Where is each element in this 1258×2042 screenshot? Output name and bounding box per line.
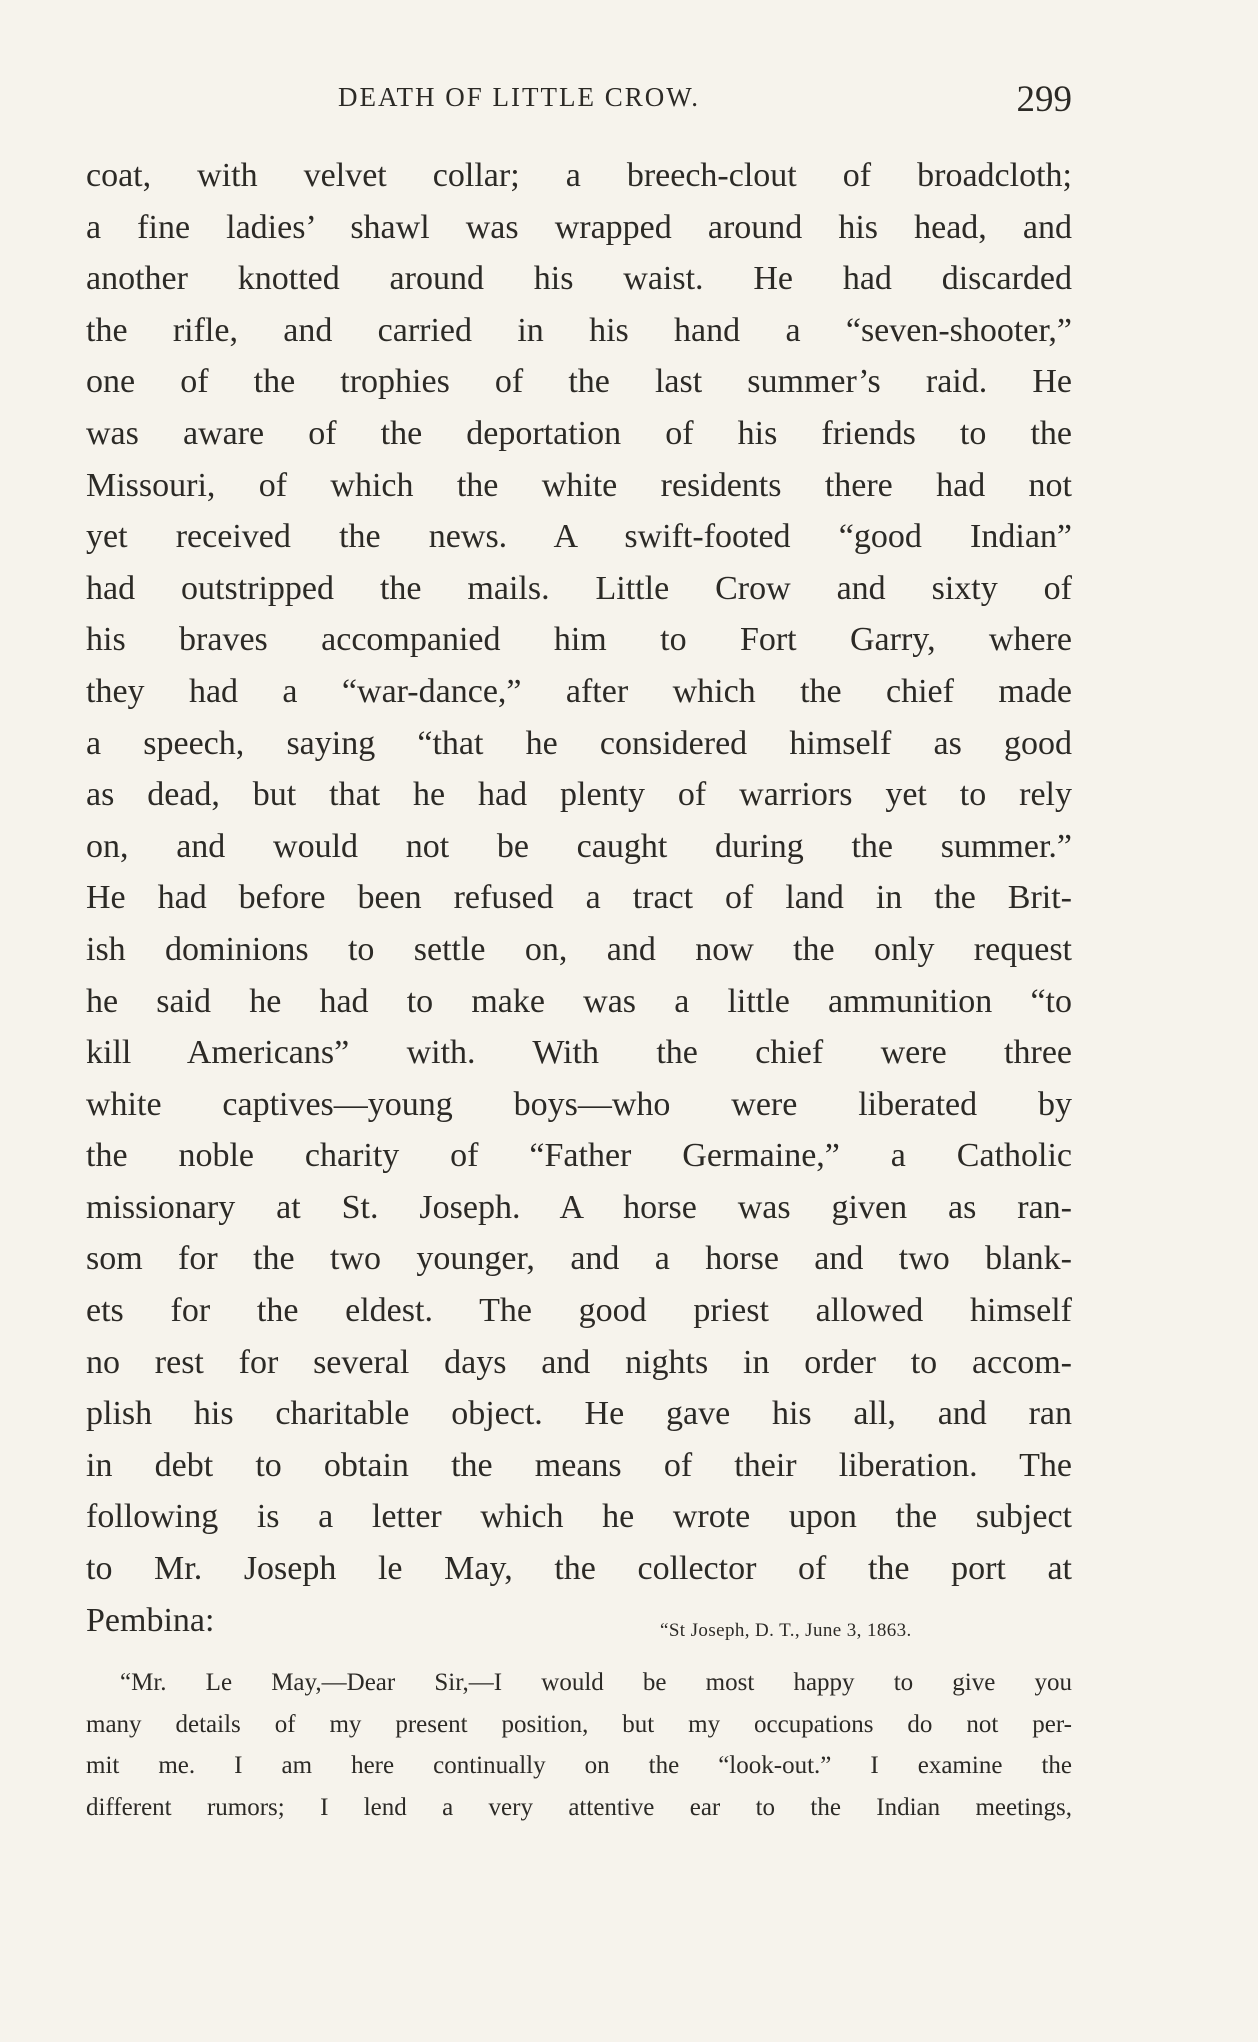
text-line: another knotted around his waist. He had discarded	[86, 260, 1072, 298]
text-line: on, and would not be caught during the summer.”	[86, 827, 1072, 865]
text-line: had outstripped the mails. Little Crow and sixty of	[86, 569, 1072, 607]
text-line: ets for the eldest. The good priest allowed himself	[86, 1292, 1072, 1330]
letter-dateline: “St Joseph, D. T., June 3, 1863.	[660, 1620, 912, 1641]
text-line: he said he had to make was a little ammunition “to	[86, 982, 1072, 1020]
text-line: Pembina:	[86, 1601, 215, 1639]
text-line: was aware of the deportation of his friends to the	[86, 414, 1072, 452]
text-line: coat, with velvet collar; a breech-clout of broadcloth;	[86, 157, 1072, 194]
text-line: white captives—young boys—who were liberated by	[86, 1085, 1072, 1123]
letter-line: “Mr. Le May,—Dear Sir,—I would be most happy to give you	[120, 1669, 1072, 1696]
text-line: as dead, but that he had plenty of warriors yet to rely	[86, 776, 1072, 814]
text-line: one of the trophies of the last summer’s raid. He	[86, 363, 1072, 401]
text-line: following is a letter which he wrote upon the subject	[86, 1498, 1072, 1536]
text-line: Missouri, of which the white residents there had not	[86, 466, 1072, 504]
letter-line: mit me. I am here continually on the “look-out.” I examine the	[86, 1752, 1072, 1779]
body-text	[86, 150, 1072, 1646]
text-line: ish dominions to settle on, and now the only request	[86, 930, 1072, 968]
running-title: DEATH OF LITTLE CROW.	[338, 82, 700, 112]
text-line: his braves accompanied him to Fort Garry, where	[86, 621, 1072, 659]
text-line: a fine ladies’ shawl was wrapped around his head, and	[86, 208, 1072, 246]
text-line: plish his charitable object. He gave his all, and ran	[86, 1395, 1072, 1433]
text-line: He had before been refused a tract of land in the Brit-	[86, 879, 1072, 917]
text-line: missionary at St. Joseph. A horse was given as ran-	[86, 1188, 1072, 1226]
text-line: to Mr. Joseph le May, the collector of the port at	[86, 1550, 1072, 1588]
text-line: kill Americans” with. With the chief were three	[86, 1034, 1072, 1072]
running-head	[86, 79, 1072, 122]
text-line: in debt to obtain the means of their liberation. The	[86, 1446, 1072, 1484]
text-line: yet received the news. A swift-footed “good Indian”	[86, 518, 1072, 556]
text-line: som for the two younger, and a horse and two blank-	[86, 1240, 1072, 1278]
text-line: they had a “war-dance,” after which the chief made	[86, 672, 1072, 710]
letter-line: many details of my present position, but my occupations do not per-	[86, 1710, 1072, 1738]
text-line: the rifle, and carried in his hand a “seven-shooter,”	[86, 311, 1072, 349]
text-line: a speech, saying “that he considered himself as good	[86, 724, 1072, 762]
page-number: 299	[1016, 79, 1072, 120]
text-line: the noble charity of “Father Germaine,” a Catholic	[86, 1137, 1072, 1175]
letter-excerpt	[86, 1662, 1072, 1828]
text-line: no rest for several days and nights in order to accom-	[86, 1343, 1072, 1381]
letter-line: different rumors; I lend a very attentive ear to the Indian meetings,	[86, 1793, 1072, 1821]
